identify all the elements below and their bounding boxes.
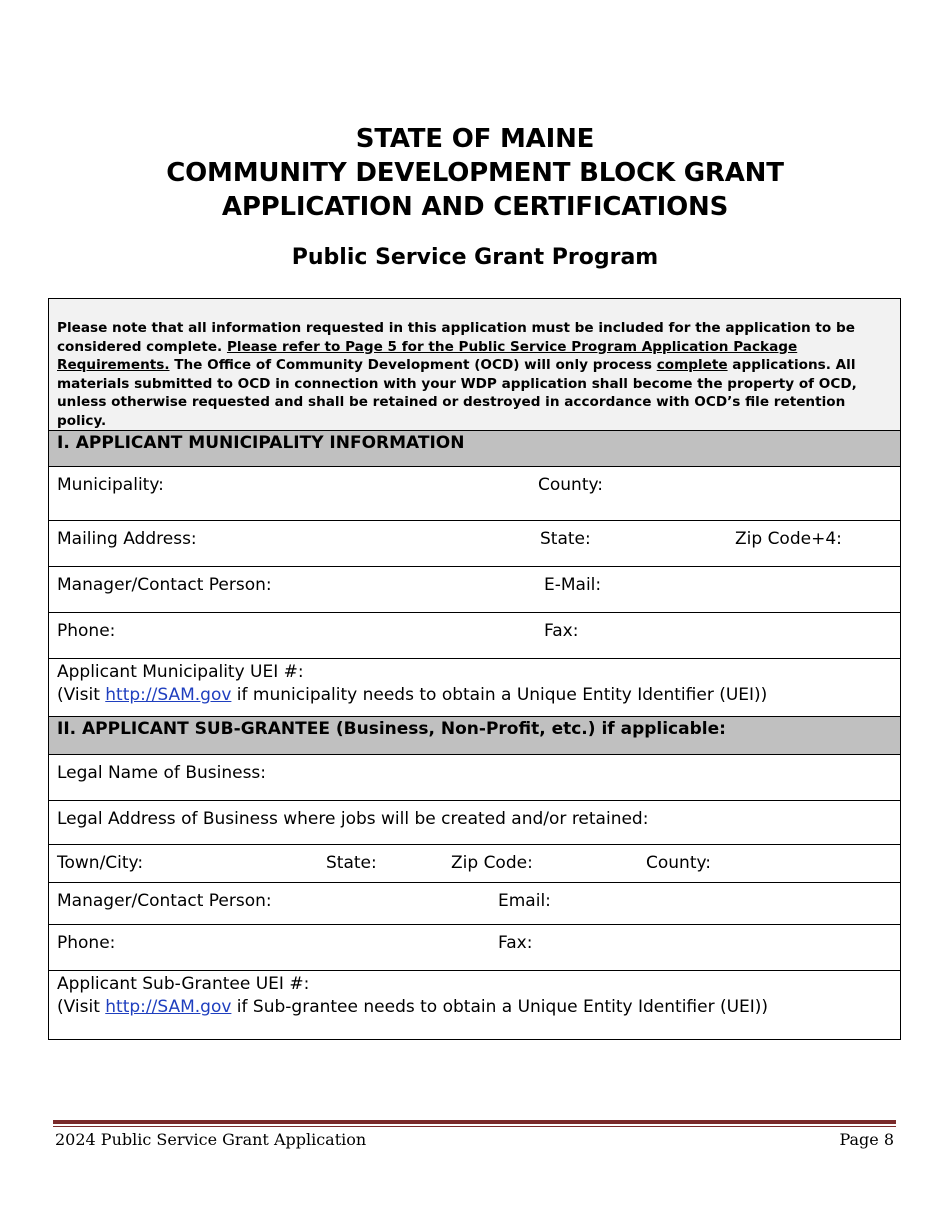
sub-zip-label: Zip Code:	[451, 853, 533, 873]
notice-text-3: The Office of Community Development (OCD) will only process	[169, 357, 657, 373]
municipality-uei-text	[57, 661, 767, 707]
sub-phone-label: Phone:	[57, 933, 116, 953]
notice-text-2: Please refer to Page 5 for the Public Service Program Application Package Requirements.	[57, 338, 798, 373]
footer-rule-thick	[53, 1120, 896, 1124]
page-number: Page 8	[839, 1130, 894, 1149]
application-form	[48, 298, 901, 1040]
sam-gov-link-2[interactable]: http://SAM.gov	[105, 997, 232, 1017]
notice-text-1: Please note that all information requested in this application must be included for the application to be considered complete.	[57, 320, 855, 355]
state-label: State:	[540, 529, 591, 549]
manager-label: Manager/Contact Person:	[57, 575, 272, 595]
footer-rule-thin	[53, 1126, 896, 1127]
town-row[interactable]	[49, 845, 900, 883]
sub-grantee-uei-row[interactable]	[49, 971, 900, 1039]
municipality-uei-rest: if municipality needs to obtain a Unique Entity Identifier (UEI))	[231, 685, 768, 705]
footer-title: 2024 Public Service Grant Application	[55, 1130, 367, 1149]
phone-row[interactable]	[49, 613, 900, 659]
sub-grantee-uei-text	[57, 973, 768, 1019]
section-1-heading	[49, 431, 900, 467]
legal-address-row[interactable]	[49, 801, 900, 845]
zip-label: Zip Code+4:	[735, 529, 842, 549]
municipality-uei-label: Applicant Municipality UEI #:	[57, 662, 304, 682]
section-1-heading-text: I. APPLICANT MUNICIPALITY INFORMATION	[57, 433, 465, 453]
municipality-uei-row[interactable]	[49, 659, 900, 717]
sub-grantee-uei-visit: (Visit	[57, 997, 106, 1017]
sub-grantee-uei-rest: if Sub-grantee needs to obtain a Unique Entity Identifier (UEI))	[231, 997, 769, 1017]
sub-fax-label: Fax:	[498, 933, 533, 953]
municipality-row[interactable]	[49, 467, 900, 521]
section-2-heading	[49, 717, 900, 755]
fax-label: Fax:	[544, 621, 579, 641]
title-line-3: APPLICATION AND CERTIFICATIONS	[221, 192, 729, 222]
sub-email-label: Email:	[498, 891, 551, 911]
legal-address-label: Legal Address of Business where jobs will be created and/or retained:	[57, 809, 649, 829]
manager-row[interactable]	[49, 567, 900, 613]
document-subtitle: Public Service Grant Program	[291, 245, 659, 270]
sub-county-label: County:	[646, 853, 712, 873]
sub-state-label: State:	[326, 853, 377, 873]
notice-text-4: complete	[656, 357, 728, 373]
phone-label: Phone:	[57, 621, 116, 641]
sub-grantee-uei-hint	[57, 996, 768, 1019]
notice-text-5: applications. All materials submitted to OCD in connection with your WDP application shall become the property of OCD, unless otherwise requested and shall be retained or destroyed in accordance with OCD’s file retention policy.	[57, 357, 857, 429]
notice-box	[49, 299, 900, 431]
legal-name-row[interactable]	[49, 755, 900, 801]
county-label: County:	[538, 475, 604, 495]
municipality-uei-hint	[57, 684, 767, 707]
section-2-heading-text: II. APPLICANT SUB-GRANTEE (Business, Non-Profit, etc.) if applicable:	[57, 719, 726, 739]
mailing-address-row[interactable]	[49, 521, 900, 567]
legal-name-label: Legal Name of Business:	[57, 763, 267, 783]
title-line-1: STATE OF MAINE	[355, 124, 595, 154]
municipality-uei-visit: (Visit	[57, 685, 106, 705]
sub-grantee-uei-label: Applicant Sub-Grantee UEI #:	[57, 974, 310, 994]
title-line-2: COMMUNITY DEVELOPMENT BLOCK GRANT	[166, 158, 784, 188]
sub-phone-row[interactable]	[49, 925, 900, 971]
sub-manager-row[interactable]	[49, 883, 900, 925]
mailing-address-label: Mailing Address:	[57, 529, 197, 549]
municipality-label: Municipality:	[57, 475, 164, 495]
document-title-block	[0, 122, 950, 272]
town-label: Town/City:	[57, 853, 144, 873]
email-label: E-Mail:	[544, 575, 602, 595]
sam-gov-link[interactable]: http://SAM.gov	[105, 685, 232, 705]
sub-manager-label: Manager/Contact Person:	[57, 891, 272, 911]
